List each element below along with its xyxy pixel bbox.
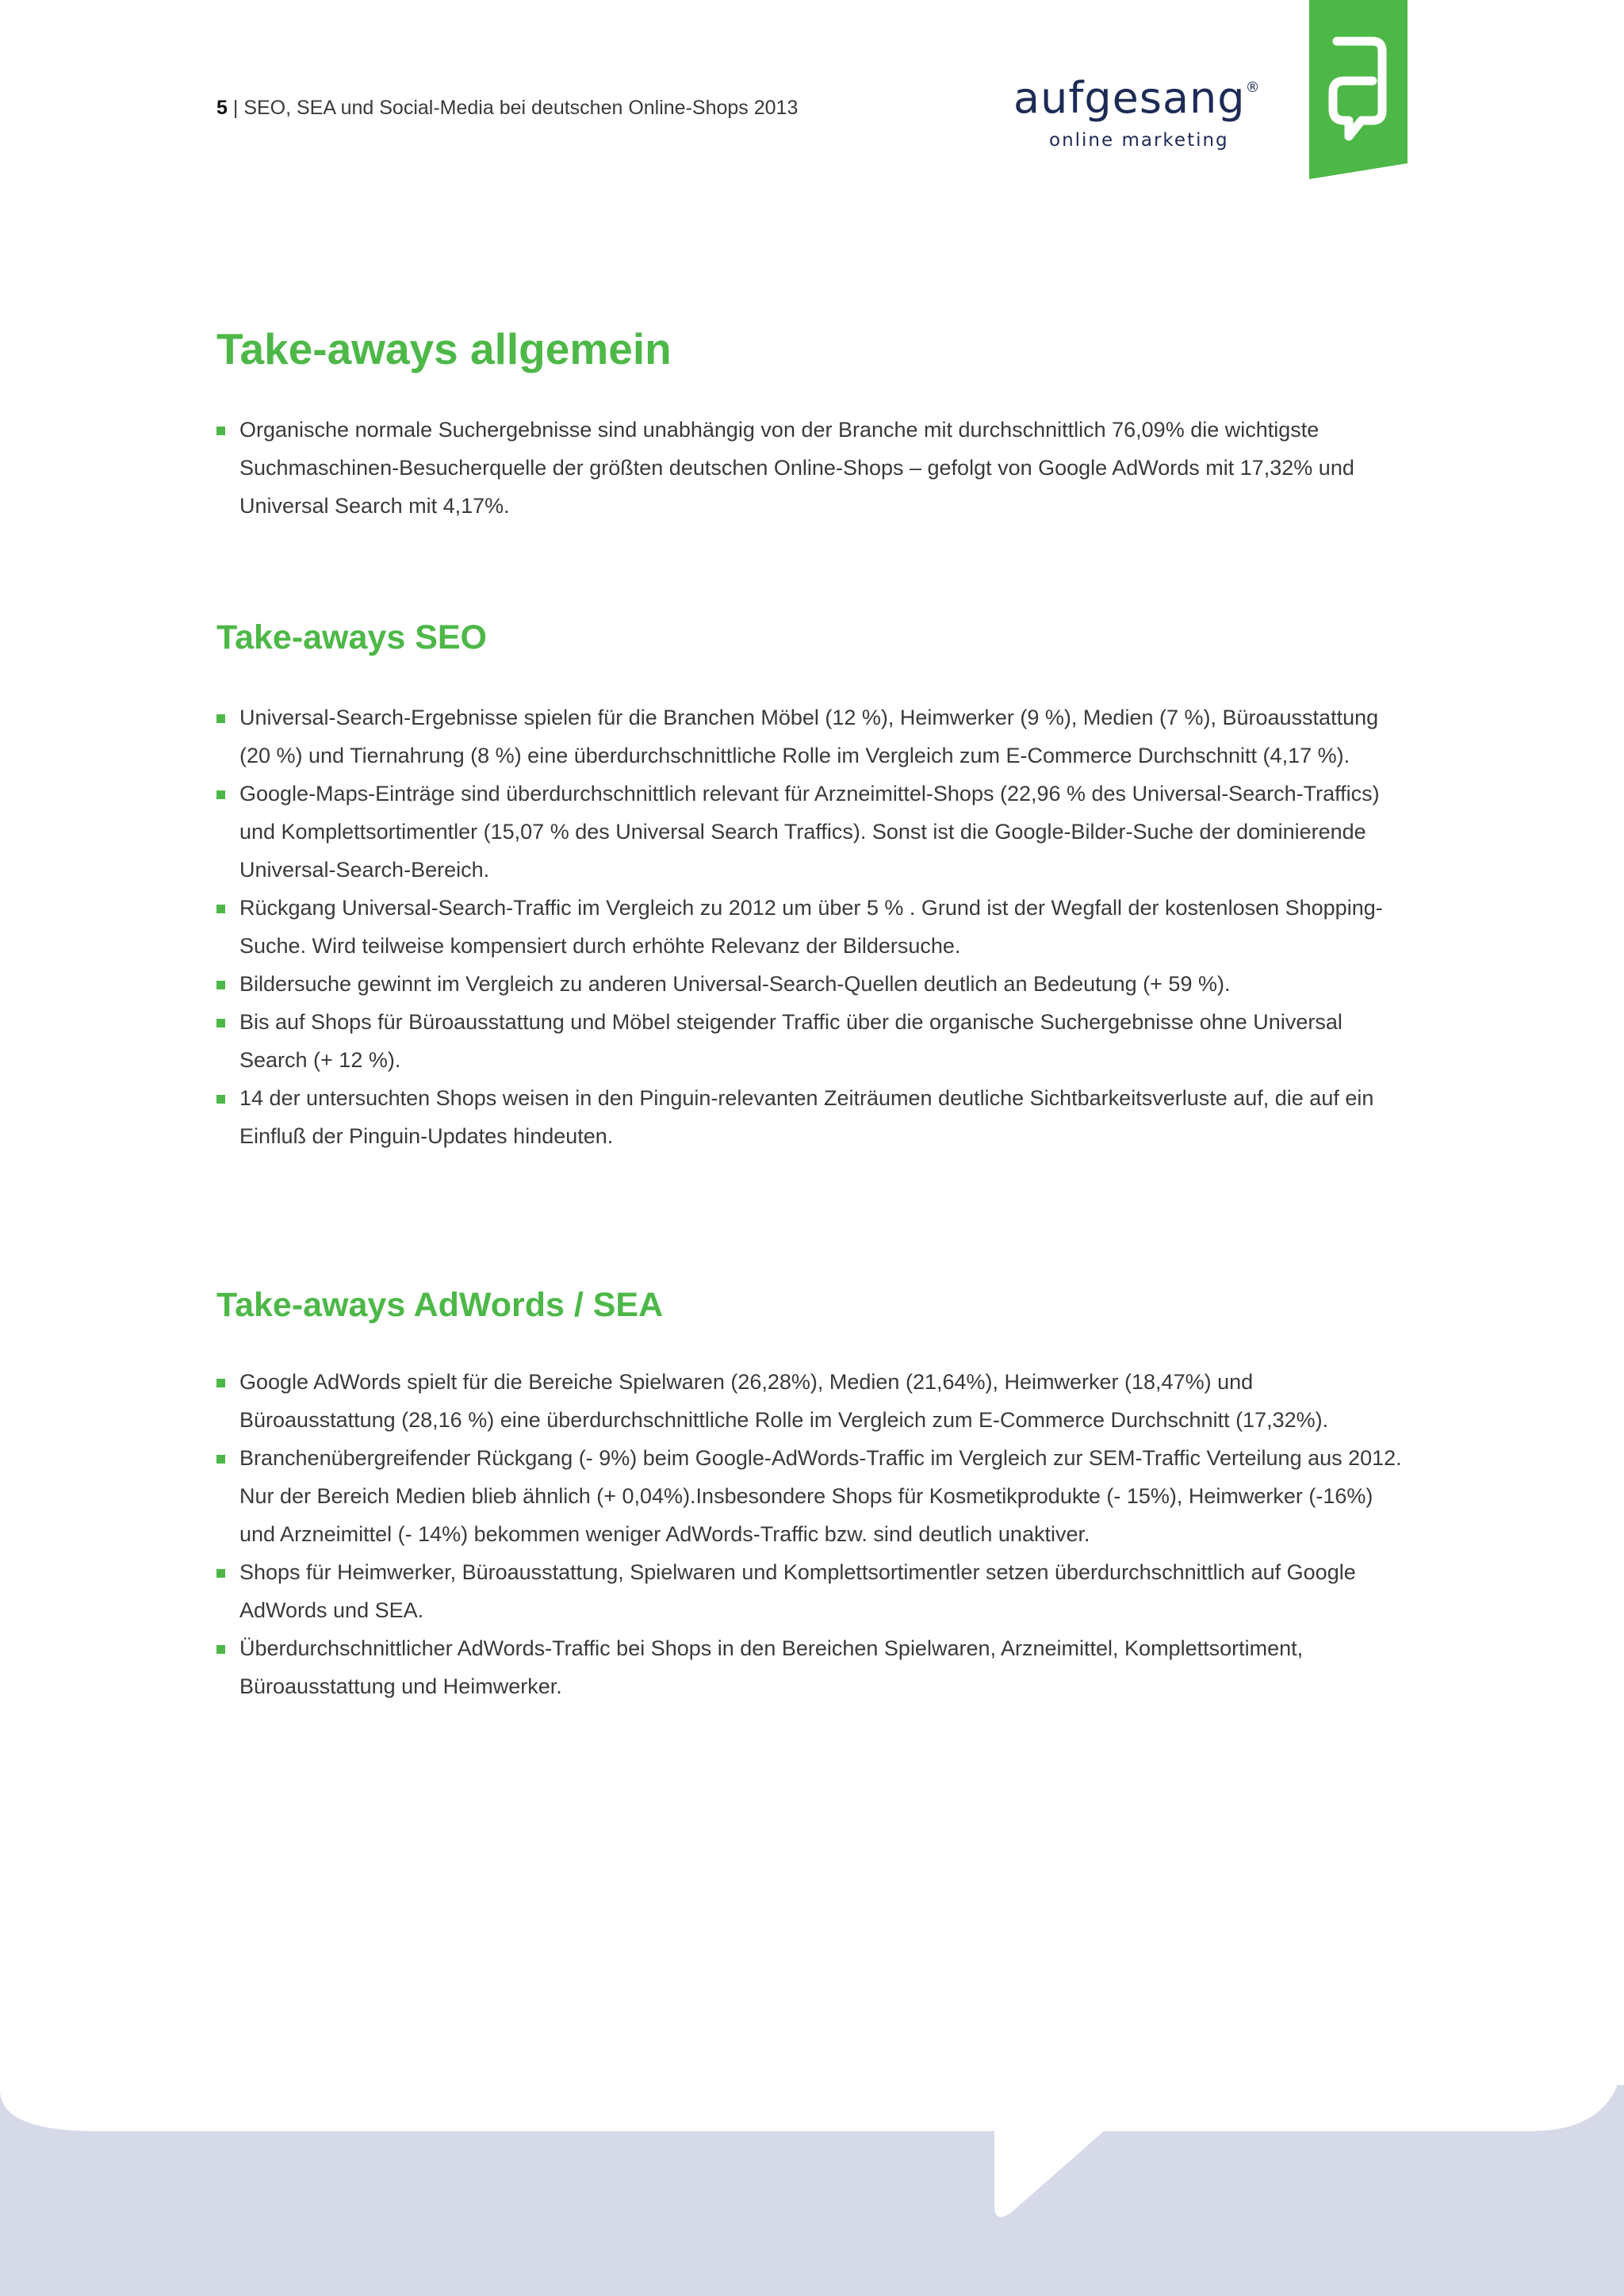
logo-name: aufgesang® bbox=[1013, 73, 1261, 123]
list-item: Google-Maps-Einträge sind überdurchschnittlich relevant für Arzneimittel-Shops (22,96 % des Universal-Search-Traffics) und Komplettsortimentler (15,07 % des Universal Search Traffics). Sonst ist die Google-Bilder-Suche der dominierende Universal-Search-Bereich. bbox=[216, 775, 1406, 889]
bullet-square-icon bbox=[216, 1379, 225, 1387]
bullet-square-icon bbox=[216, 1019, 225, 1027]
company-logo bbox=[1013, 73, 1267, 160]
header-separator: | bbox=[232, 97, 239, 119]
bullet-square-icon bbox=[216, 1569, 225, 1578]
bullet-list bbox=[216, 698, 1406, 1155]
bullet-square-icon bbox=[216, 790, 225, 799]
list-item: Universal-Search-Ergebnisse spielen für die Branchen Möbel (12 %), Heimwerker (9 %), Medien (7 %), Büroausstattung (20 %) und Tiernahrung (8 %) eine überdurchschnittliche Rolle im Vergleich zum E-Commerce Durchschnitt (4,17 %). bbox=[216, 698, 1406, 775]
list-item: Bis auf Shops für Büroausstattung und Möbel steigender Traffic über die organische Suchergebnisse ohne Universal Search (+ 12 %). bbox=[216, 1003, 1406, 1079]
bullet-square-icon bbox=[216, 714, 225, 723]
page-number: 5 bbox=[216, 97, 228, 119]
section-general bbox=[216, 323, 1406, 525]
section-heading: Take-aways SEO bbox=[216, 618, 487, 656]
section-seo bbox=[216, 618, 1406, 1155]
section-adwords-sea bbox=[216, 1286, 1406, 1705]
list-item: Shops für Heimwerker, Büroausstattung, Spielwaren und Komplettsortimentler setzen überdurchschnittlich auf Google AdWords und SEA. bbox=[216, 1553, 1406, 1629]
document-title: SEO, SEA und Social-Media bei deutschen Online-Shops 2013 bbox=[243, 97, 799, 119]
bullet-square-icon bbox=[216, 905, 225, 913]
bullet-list bbox=[216, 1363, 1406, 1705]
list-item: Überdurchschnittlicher AdWords-Traffic bei Shops in den Bereichen Spielwaren, Arzneimittel, Komplettsortiment, Büroausstattung und Heimwerker. bbox=[216, 1629, 1406, 1705]
bullet-square-icon bbox=[216, 981, 225, 989]
list-item: Bildersuche gewinnt im Vergleich zu anderen Universal-Search-Quellen deutlich an Bedeutung (+ 59 %). bbox=[216, 965, 1406, 1003]
bullet-square-icon bbox=[216, 1455, 225, 1464]
list-item: Branchenübergreifender Rückgang (- 9%) beim Google-AdWords-Traffic im Vergleich zur SEM-Traffic Verteilung aus 2012. Nur der Bereich Medien blieb ähnlich (+ 0,04%).Insbesondere Shops für Kosmetikprodukte (- 15%), Heimwerker (-16%) und Arzneimittel (- 14%) bekommen weniger AdWords-Traffic bzw. sind deutlich unaktiver. bbox=[216, 1439, 1406, 1553]
speech-bubble-a-icon bbox=[1309, 0, 1408, 179]
list-item: Rückgang Universal-Search-Traffic im Vergleich zu 2012 um über 5 % . Grund ist der Wegfall der kostenlosen Shopping-Suche. Wird teilweise kompensiert durch erhöhte Relevanz der Bildersuche. bbox=[216, 889, 1406, 965]
list-item: Google AdWords spielt für die Bereiche Spielwaren (26,28%), Medien (21,64%), Heimwerker (18,47%) und Büroausstattung (28,16 %) eine überdurchschnittliche Rolle im Vergleich zum E-Commerce Durchschnitt (17,32%). bbox=[216, 1363, 1406, 1439]
bullet-square-icon bbox=[216, 427, 225, 435]
section-heading: Take-aways AdWords / SEA bbox=[216, 1286, 664, 1324]
section-heading: Take-aways allgemein bbox=[216, 324, 672, 373]
bullet-square-icon bbox=[216, 1645, 225, 1654]
list-item: 14 der untersuchten Shops weisen in den Pinguin-relevanten Zeiträumen deutliche Sichtbarkeitsverluste auf, die auf ein Einfluß der Pinguin-Updates hindeuten. bbox=[216, 1079, 1406, 1155]
registered-mark: ® bbox=[1245, 79, 1261, 96]
bullet-square-icon bbox=[216, 1095, 225, 1104]
page-header bbox=[216, 97, 798, 120]
list-item: Organische normale Suchergebnisse sind unabhängig von der Branche mit durchschnittlich 76,09% die wichtigste Suchmaschinen-Besucherquelle der größten deutschen Online-Shops – gefolgt von Google AdWords mit 17,32% und Universal Search mit 4,17%. bbox=[216, 411, 1406, 525]
logo-tagline: online marketing bbox=[1049, 130, 1229, 151]
bullet-list bbox=[216, 411, 1406, 525]
